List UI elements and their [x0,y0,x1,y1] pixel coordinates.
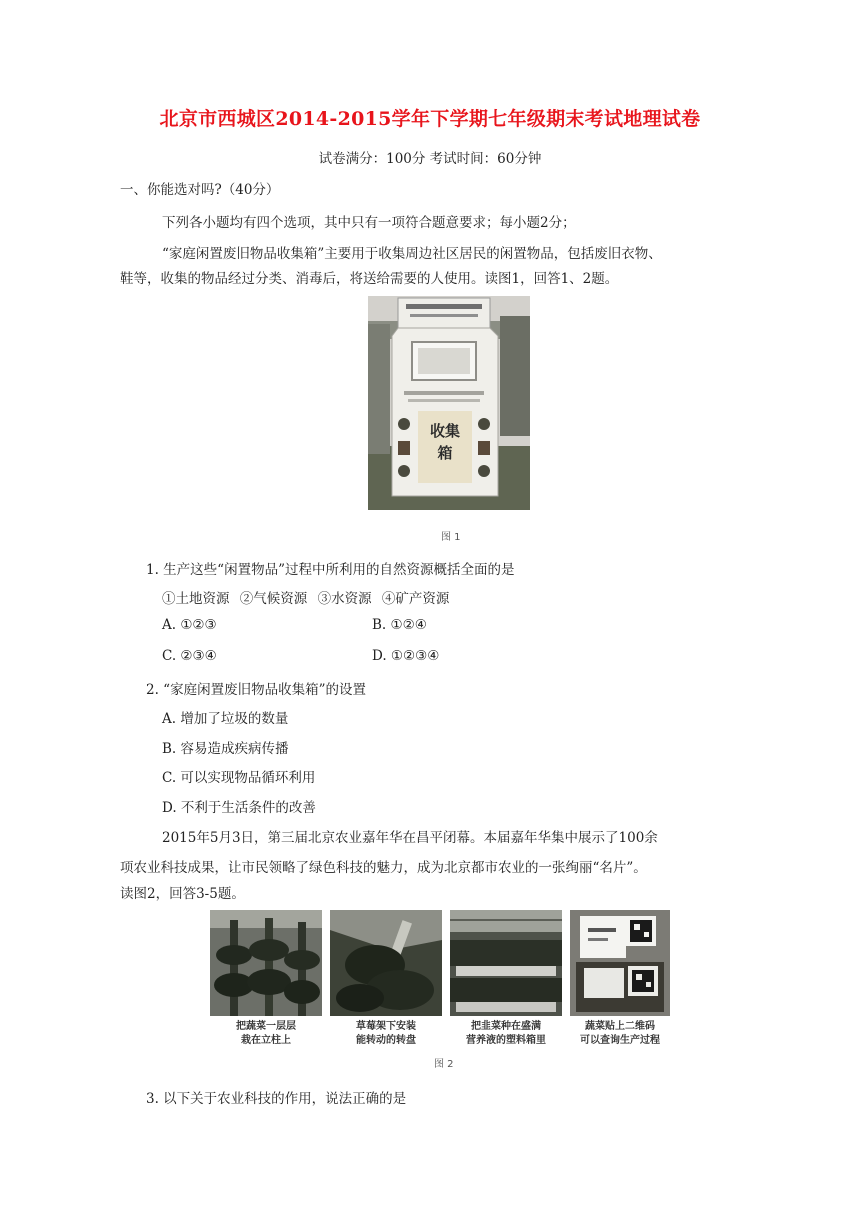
figure2-caption: 图 2 [434,1059,454,1070]
figure2-photo-hydroponic-chives [450,910,562,1016]
passage2-line2: 项农业科技成果，让市民领略了绿色科技的魅力，成为北京都市农业的一张绚丽“名片”。 [120,860,647,876]
passage2-line3: 读图2，回答3-5题。 [120,886,245,902]
question1-resources: ①土地资源 ②气候资源 ③水资源 ④矿产资源 [162,591,450,607]
question2-option-c[interactable]: C. 可以实现物品循环利用 [162,770,316,786]
instruction-text: 下列各小题均有四个选项，其中只有一项符合题意要求；每小题2分； [162,215,576,231]
question1-option-d[interactable]: D. ①②③④ [372,648,440,664]
photo2-caption-line1: 草莓架下安装 [356,1021,416,1032]
question2-option-d[interactable]: D. 不利于生活条件的改善 [162,800,316,816]
figure2-photo-vertical-vegetables [210,910,322,1016]
svg-text:箱: 箱 [437,444,453,462]
question2-option-b[interactable]: B. 容易造成疾病传播 [162,741,289,757]
figure2-photo2-caption [330,1020,442,1048]
photo4-caption-line2: 可以查询生产过程 [580,1035,660,1046]
photo1-caption-line1: 把蔬菜一层层 [236,1021,296,1032]
figure1-caption: 图 1 [441,532,461,543]
question2-stem: 2. “家庭闲置废旧物品收集箱”的设置 [146,682,366,698]
photo3-caption-line1: 把韭菜种在盛满 [471,1021,541,1032]
passage2-line1: 2015年5月3日，第三届北京农业嘉年华在昌平闭幕。本届嘉年华集中展示了100余 [162,830,658,846]
figure2-photo-qr-code-label [570,910,670,1016]
question1-stem: 1. 生产这些“闲置物品”过程中所利用的自然资源概括全面的是 [146,562,515,578]
figure2-photo3-caption [450,1020,562,1048]
question3-stem: 3. 以下关于农业科技的作用，说法正确的是 [146,1091,407,1107]
photo2-caption-line2: 能转动的转盘 [356,1035,416,1046]
question1-option-a[interactable]: A. ①②③ [162,617,217,633]
passage1-line1: “家庭闲置废旧物品收集箱”主要用于收集周边社区居民的闲置物品，包括废旧衣物、 [162,246,662,262]
figure2-photo-strawberry-rack [330,910,442,1016]
section-heading: 一、你能选对吗?（40分） [120,182,280,198]
figure1-collection-box-photo [368,296,530,510]
question1-option-c[interactable]: C. ②③④ [162,648,217,664]
collection-box-illustration [368,296,530,510]
photo4-caption-line1: 蔬菜贴上二维码 [585,1021,655,1032]
question1-option-b[interactable]: B. ①②④ [372,617,427,633]
photo3-caption-line2: 营养液的塑料箱里 [466,1035,546,1046]
exam-title: 北京市西城区2014-2015学年下学期七年级期末考试地理试卷 [159,108,701,130]
photo1-caption-line2: 栽在立柱上 [241,1035,291,1046]
figure2-photo1-caption [210,1020,322,1048]
passage1-line2: 鞋等，收集的物品经过分类、消毒后，将送给需要的人使用。读图1，回答1、2题。 [120,271,619,287]
figure2-photo4-caption [565,1020,675,1048]
exam-subtitle: 试卷满分：100分 考试时间：60分钟 [318,151,542,167]
svg-text:收集: 收集 [429,422,461,440]
question2-option-a[interactable]: A. 增加了垃圾的数量 [162,711,289,727]
